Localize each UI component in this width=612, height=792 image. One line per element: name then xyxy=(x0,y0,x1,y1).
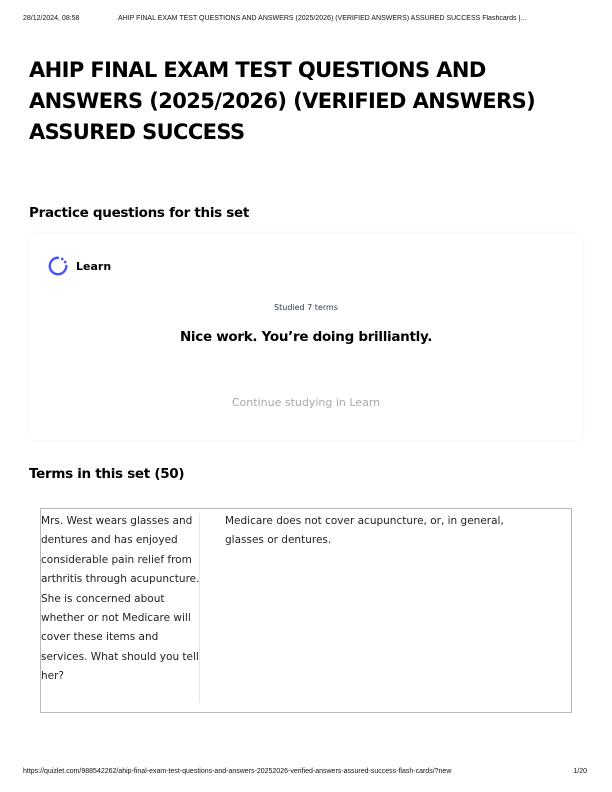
page-title: AHIP FINAL EXAM TEST QUESTIONS AND ANSWERS (2025/2026) (VERIFIED ANSWERS) ASSURED SUCCESS xyxy=(29,58,536,144)
cell-divider xyxy=(199,513,200,703)
print-page-number: 1/20 xyxy=(573,768,587,775)
print-url: https://quizlet.com/988542262/ahip-final-exam-test-questions-and-answers-20252026-verified-answers-assured-success-flash-cards/?new xyxy=(23,768,452,775)
term-row xyxy=(41,509,571,712)
progress-message: Nice work. You’re doing brilliantly. xyxy=(179,329,433,345)
learn-progress-icon xyxy=(47,255,69,277)
print-datetime: 28/12/2024, 08:58 xyxy=(23,15,80,22)
print-header xyxy=(23,15,589,22)
terms-table xyxy=(40,508,572,713)
print-footer xyxy=(23,768,587,775)
definition-text: Medicare does not cover acupuncture, or, in general, glasses or dentures. xyxy=(225,515,504,547)
continue-learn-button[interactable]: Continue studying in Learn xyxy=(231,396,381,409)
studied-terms-count: Studied 7 terms xyxy=(274,303,338,312)
term-text: Mrs. West wears glasses and dentures and has enjoyed considerable pain relief from arthritis through acupuncture. She is concerned about whether or not Medicare will cover these items and services. What should you tell her? xyxy=(41,515,200,683)
learn-mode-label: Learn xyxy=(76,259,112,273)
practice-card xyxy=(29,233,583,440)
learn-mode-link[interactable] xyxy=(47,255,111,277)
terms-heading: Terms in this set (50) xyxy=(29,466,185,482)
print-doc-title: AHIP FINAL EXAM TEST QUESTIONS AND ANSWERS (2025/2026) (VERIFIED ANSWERS) ASSURED SUCCESS Flashcards |… xyxy=(118,15,528,22)
practice-heading: Practice questions for this set xyxy=(29,205,250,221)
